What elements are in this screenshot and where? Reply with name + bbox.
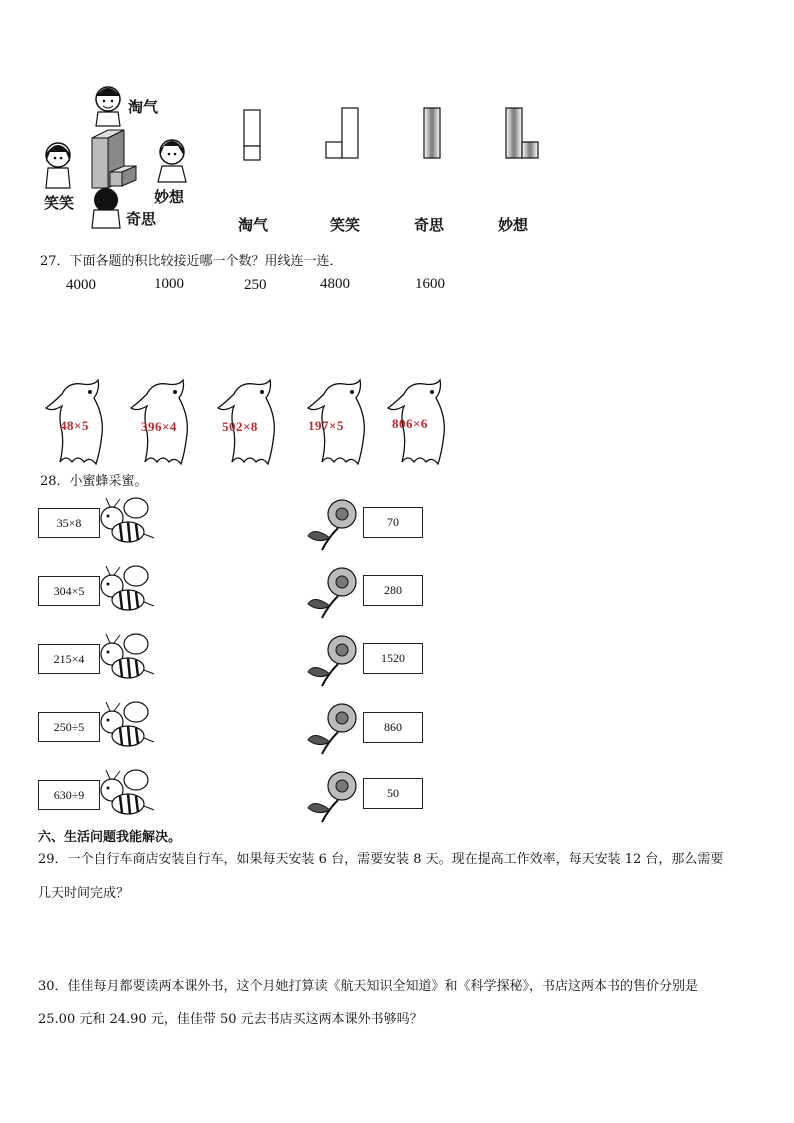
q28-expression-box-3: 215×4 xyxy=(38,644,100,674)
kid-name-qisi: 奇思 xyxy=(126,210,157,228)
q27-number-5: 1600 xyxy=(415,276,445,292)
view-option-4 xyxy=(506,108,538,158)
bee-icon xyxy=(101,498,154,542)
view-option-1 xyxy=(244,110,260,160)
bee-icon xyxy=(101,634,154,678)
q27-number-2: 1000 xyxy=(154,276,184,292)
q28-expression-box-4: 250÷5 xyxy=(38,712,100,742)
q29-text-line-2: 几天时间完成？ xyxy=(38,886,130,901)
view-label-1: 淘气 xyxy=(238,216,269,234)
kid-qisi-drawing xyxy=(92,188,120,228)
bee-icon xyxy=(101,702,154,746)
kid-xiaoxiao-drawing xyxy=(46,143,70,188)
kid-name-xiaoxiao: 笑笑 xyxy=(44,194,75,212)
flower-icon xyxy=(308,500,356,550)
view-option-3 xyxy=(424,108,440,158)
q27-expression-3: 502×8 xyxy=(222,419,258,434)
q28-bee-drawings xyxy=(98,494,160,824)
q28-answer-box-4: 860 xyxy=(363,712,423,743)
section-6-title: 六、生活问题我能解决。 xyxy=(38,830,182,845)
block-arrangement xyxy=(92,130,136,188)
q28-expression-box-1: 35×8 xyxy=(38,508,100,538)
q27-number-3: 250 xyxy=(244,277,267,293)
q29-text-line-1: 29．一个自行车商店安装自行车，如果每天安装 6 台，需要安装 8 天。现在提高工作效率，每天安装 12 台，那么需要 xyxy=(38,852,724,867)
q28-flower-drawings xyxy=(304,496,364,826)
bee-icon xyxy=(101,566,154,610)
view-label-4: 妙想 xyxy=(498,216,529,234)
q27-prompt: 27．下面各题的积比较接近哪一个数？用线连一连． xyxy=(40,254,343,269)
flower-icon xyxy=(308,704,356,754)
q27-number-4: 4800 xyxy=(320,276,350,292)
q27-number-1: 4000 xyxy=(66,277,96,293)
q30-text-line-2: 25.00 元和 24.90 元，佳佳带 50 元去书店买这两本课外书够吗？ xyxy=(38,1012,423,1027)
kid-taoqi-drawing xyxy=(96,87,120,126)
view-label-2: 笑笑 xyxy=(330,216,361,234)
q28-answer-box-1: 70 xyxy=(363,507,423,538)
q27-expression-2: 396×4 xyxy=(141,419,177,434)
kid-name-miaoxiang: 妙想 xyxy=(154,188,185,206)
q28-answer-box-3: 1520 xyxy=(363,643,423,674)
flower-icon xyxy=(308,636,356,686)
q28-expression-box-2: 304×5 xyxy=(38,576,100,606)
view-option-2 xyxy=(326,108,358,158)
q28-answer-box-2: 280 xyxy=(363,575,423,606)
q28-prompt: 28．小蜜蜂采蜜。 xyxy=(40,474,148,489)
bee-icon xyxy=(101,770,154,814)
view-label-3: 奇思 xyxy=(414,216,445,234)
q27-expression-5: 806×6 xyxy=(392,416,428,431)
flower-icon xyxy=(308,772,356,822)
kid-miaoxiang-drawing xyxy=(158,140,186,182)
q30-text-line-1: 30．佳佳每月都要读两本课外书，这个月她打算读《航天知识全知道》和《科学探秘》，书店这两本书的售价分别是 xyxy=(38,979,699,994)
q28-answer-box-5: 50 xyxy=(363,778,423,809)
q28-expression-box-5: 630÷9 xyxy=(38,780,100,810)
view-options-figure xyxy=(232,106,542,164)
q27-expression-4: 197×5 xyxy=(308,418,344,433)
flower-icon xyxy=(308,568,356,618)
kid-name-taoqi: 淘气 xyxy=(128,98,159,116)
q27-expression-1: 48×5 xyxy=(60,418,89,433)
